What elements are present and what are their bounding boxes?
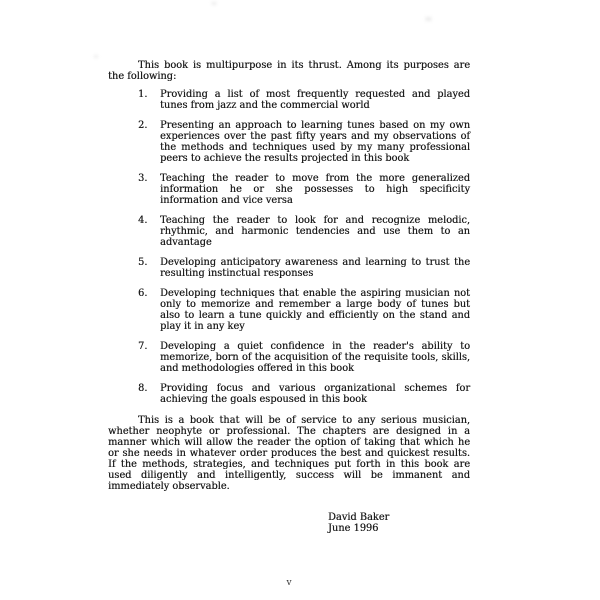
intro-paragraph: This book is multipurpose in its thrust. Among its purposes are the following: [108,60,470,82]
page-number: v [286,578,292,588]
list-item-text: Teaching the reader to move from the more generalized information he or she possesses to high specificity information and vice versa [160,173,470,206]
list-item-number: 5. [138,257,148,268]
list-item [108,173,470,206]
scan-artifact [425,17,432,21]
list-item-text: Providing a list of most frequently requested and played tunes from jazz and the commercial world [160,89,470,111]
page-content [108,60,470,534]
list-item-number: 4. [138,215,148,226]
scan-artifact [211,2,217,5]
list-item-number: 3. [138,173,148,184]
list-item-text: Developing techniques that enable the aspiring musician not only to memorize and remember a large body of tunes but also to learn a tune quickly and efficiently on the stand and play it in any key [160,288,470,332]
list-item-text: Developing a quiet confidence in the reader's ability to memorize, born of the acquisition of the requisite tools, skills, and methodologies offered in this book [160,341,470,374]
author-name: David Baker [328,512,390,523]
list-item-number: 1. [138,89,148,100]
list-item [108,120,470,164]
signature-date: June 1996 [328,523,379,534]
list-item [108,89,470,111]
purpose-list [108,89,470,405]
list-item-text: Teaching the reader to look for and recognize melodic, rhythmic, and harmonic tendencies and use them to an advantage [160,215,470,248]
signature-block [328,512,470,534]
list-item [108,341,470,374]
list-item-number: 6. [138,288,148,299]
list-item-text: Developing anticipatory awareness and learning to trust the resulting instinctual responses [160,257,470,279]
list-item [108,215,470,248]
list-item [108,288,470,332]
list-item-number: 2. [138,120,148,131]
list-item-text: Presenting an approach to learning tunes based on my own experiences over the past fifty years and my observations of the methods and techniques used by my many professional peers to achieve the results projected in this book [160,120,470,164]
closing-paragraph: This is a book that will be of service to any serious musician, whether neophyte or professional. The chapters are designed in a manner which will allow the reader the option of taking that which he or she needs in whatever order produces the best and quickest results. If the methods, strategies, and techniques put forth in this book are used diligently and intelligently, success will be immanent and immediately observable. [108,415,470,492]
list-item-number: 8. [138,383,148,394]
list-item [108,383,470,405]
list-item-text: Providing focus and various organizational schemes for achieving the goals espoused in this book [160,383,470,405]
list-item-number: 7. [138,341,148,352]
list-item [108,257,470,279]
scan-artifact [94,55,98,58]
